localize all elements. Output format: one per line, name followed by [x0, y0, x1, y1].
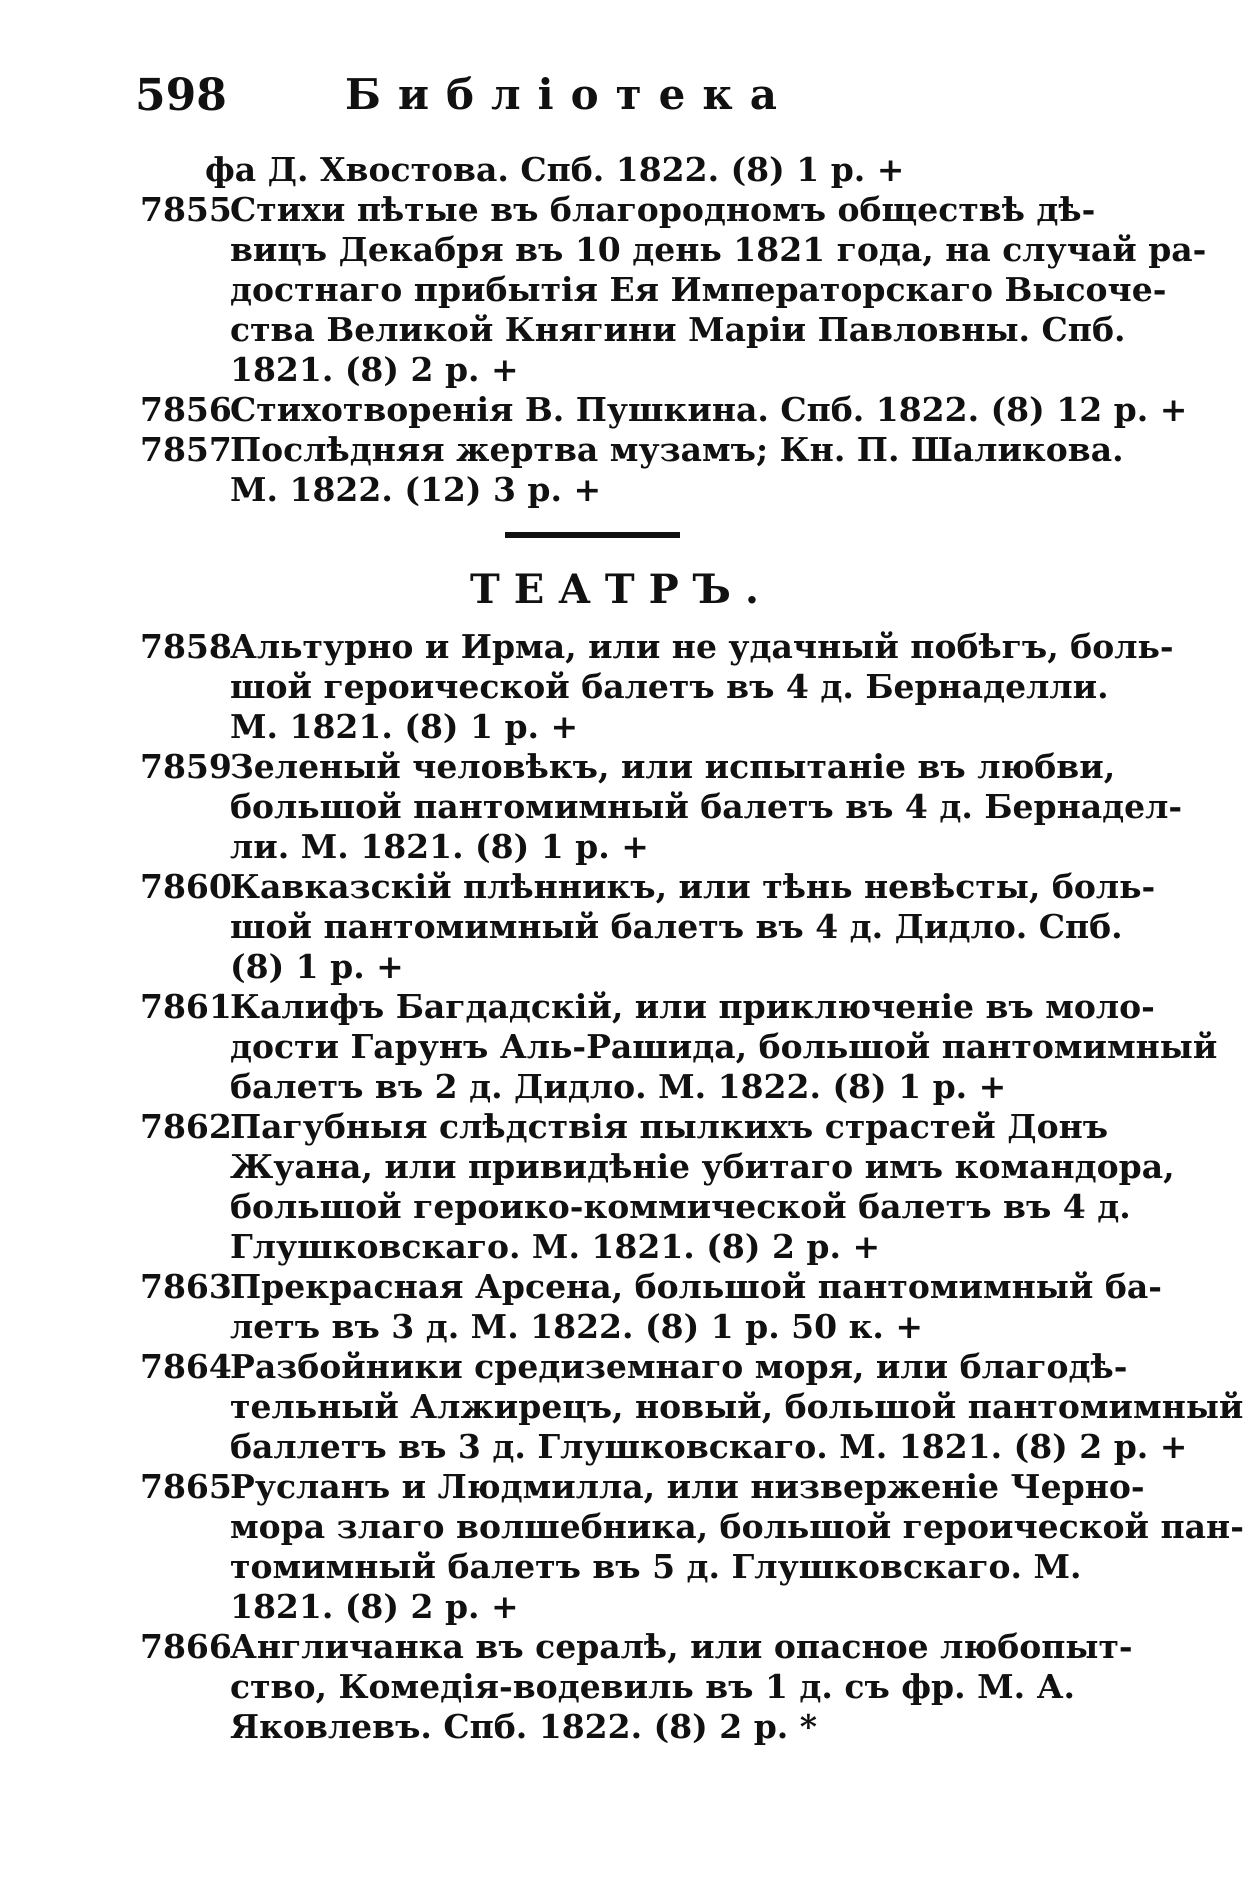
- entry-line: Стихотворенія В. Пушкина. Спб. 1822. (8) 12 р. +: [230, 390, 1188, 429]
- entry-line: Глушковскаго. М. 1821. (8) 2 р. +: [230, 1227, 881, 1266]
- entry-line: достнаго прибытія Ея Императорскаго Высоче-: [230, 270, 1167, 309]
- entry-number: 7858: [140, 627, 232, 666]
- entry-line: мора злаго волшебника, большой героической пан-: [230, 1507, 1244, 1546]
- entry-line: томимный балетъ въ 5 д. Глушковскаго. М.: [230, 1547, 1082, 1586]
- entry-number: 7859: [140, 747, 232, 786]
- entry-line: ства Великой Княгини Маріи Павловны. Спб.: [230, 310, 1126, 349]
- catalog-entry: [140, 627, 1174, 747]
- entry-line: баллетъ въ 3 д. Глушковскаго. М. 1821. (8) 2 р. +: [230, 1427, 1188, 1466]
- entry-line: Прекрасная Арсена, большой пантомимный ба-: [230, 1267, 1162, 1306]
- entry-text: [140, 1347, 1244, 1467]
- entry-number: 7863: [140, 1267, 232, 1306]
- catalog-entry: [140, 867, 1156, 987]
- section-title: ТЕАТРЪ.: [470, 566, 773, 613]
- entry-number: 7861: [140, 987, 232, 1026]
- entry-text: [140, 190, 1207, 390]
- entry-line: Разбойники средиземнаго моря, или благодѣ-: [230, 1347, 1128, 1386]
- entry-line: Альтурно и Ирма, или не удачный побѣгъ, боль-: [230, 627, 1174, 666]
- entry-line: Жуана, или привидѣніе убитаго имъ командора,: [230, 1147, 1175, 1186]
- entry-line: балетъ въ 2 д. Дидло. М. 1822. (8) 1 р. +: [230, 1067, 1007, 1106]
- page-number: 598: [135, 70, 227, 121]
- entry-line: Русланъ и Людмилла, или низверженіе Черно-: [230, 1467, 1145, 1506]
- catalog-entry: [140, 747, 1183, 867]
- entry-line: дости Гарунъ Аль-Рашида, большой пантомимный: [230, 1027, 1218, 1066]
- entry-text: [140, 627, 1174, 747]
- entry-text: [140, 1107, 1175, 1267]
- catalog-entry: [140, 1467, 1244, 1627]
- entry-text: [140, 747, 1183, 867]
- entry-line: 1821. (8) 2 р. +: [230, 1587, 519, 1626]
- catalog-entry: [140, 430, 1124, 510]
- catalog-entry: [140, 987, 1218, 1107]
- continuation-line: фа Д. Хвостова. Спб. 1822. (8) 1 р. +: [205, 150, 905, 189]
- running-title: Библіотека: [345, 70, 794, 119]
- entry-line: тельный Алжирецъ, новый, большой пантомимный: [230, 1387, 1244, 1426]
- entry-number: 7855: [140, 190, 232, 229]
- catalog-entry: [140, 1347, 1244, 1467]
- catalog-entries: [140, 150, 1244, 1747]
- poetry-entry-list: [140, 190, 1207, 510]
- entry-line: шой героической балетъ въ 4 д. Бернаделли.: [230, 667, 1109, 706]
- entry-line: Послѣдняя жертва музамъ; Кн. П. Шаликова.: [230, 430, 1124, 469]
- entry-line: Англичанка въ сералѣ, или опасное любопыт-: [230, 1627, 1133, 1666]
- entry-text: [140, 1467, 1244, 1627]
- entry-line: Яковлевъ. Спб. 1822. (8) 2 р. *: [230, 1707, 818, 1746]
- entry-number: 7866: [140, 1627, 232, 1666]
- entry-text: [140, 867, 1156, 987]
- section-divider: [505, 532, 680, 538]
- entry-line: летъ въ 3 д. М. 1822. (8) 1 р. 50 к. +: [230, 1307, 924, 1346]
- entry-number: 7862: [140, 1107, 232, 1146]
- theatre-entry-list: [140, 627, 1244, 1747]
- entry-number: 7857: [140, 430, 232, 469]
- catalog-entry: [140, 190, 1207, 390]
- entry-line: Стихи пѣтые въ благородномъ обществѣ дѣ-: [230, 190, 1096, 229]
- catalog-entry: [140, 1107, 1175, 1267]
- catalog-entry: [140, 390, 1188, 430]
- catalog-entry: [140, 1627, 1133, 1747]
- entry-line: шой пантомимный балетъ въ 4 д. Дидло. Спб.: [230, 907, 1123, 946]
- catalog-entry: [140, 1267, 1162, 1347]
- entry-line: большой героико-коммической балетъ въ 4 д.: [230, 1187, 1131, 1226]
- entry-line: большой пантомимный балетъ въ 4 д. Бернадел-: [230, 787, 1183, 826]
- entry-line: Кавказскій плѣнникъ, или тѣнь невѣсты, боль-: [230, 867, 1156, 906]
- entry-line: М. 1822. (12) 3 р. +: [230, 470, 602, 509]
- entry-line: вицъ Декабря въ 10 день 1821 года, на случай ра-: [230, 230, 1207, 269]
- entry-number: 7856: [140, 390, 232, 429]
- entry-text: [140, 987, 1218, 1107]
- entry-number: 7860: [140, 867, 232, 906]
- entry-number: 7864: [140, 1347, 232, 1386]
- entry-text: [140, 1627, 1133, 1747]
- entry-line: ли. М. 1821. (8) 1 р. +: [230, 827, 649, 866]
- entry-line: Зеленый человѣкъ, или испытаніе въ любви,: [230, 747, 1116, 786]
- entry-line: Калифъ Багдадскій, или приключеніе въ моло-: [230, 987, 1155, 1026]
- entry-line: Пагубныя слѣдствія пылкихъ страстей Донъ: [230, 1107, 1109, 1146]
- page-header: [135, 70, 955, 130]
- entry-text: [140, 1267, 1162, 1347]
- entry-line: ство, Комедія-водевиль въ 1 д. съ фр. М. А.: [230, 1667, 1075, 1706]
- entry-line: (8) 1 р. +: [230, 947, 404, 986]
- entry-line: 1821. (8) 2 р. +: [230, 350, 519, 389]
- entry-line: М. 1821. (8) 1 р. +: [230, 707, 579, 746]
- entry-text: [140, 430, 1124, 510]
- entry-number: 7865: [140, 1467, 232, 1506]
- entry-text: [140, 390, 1188, 430]
